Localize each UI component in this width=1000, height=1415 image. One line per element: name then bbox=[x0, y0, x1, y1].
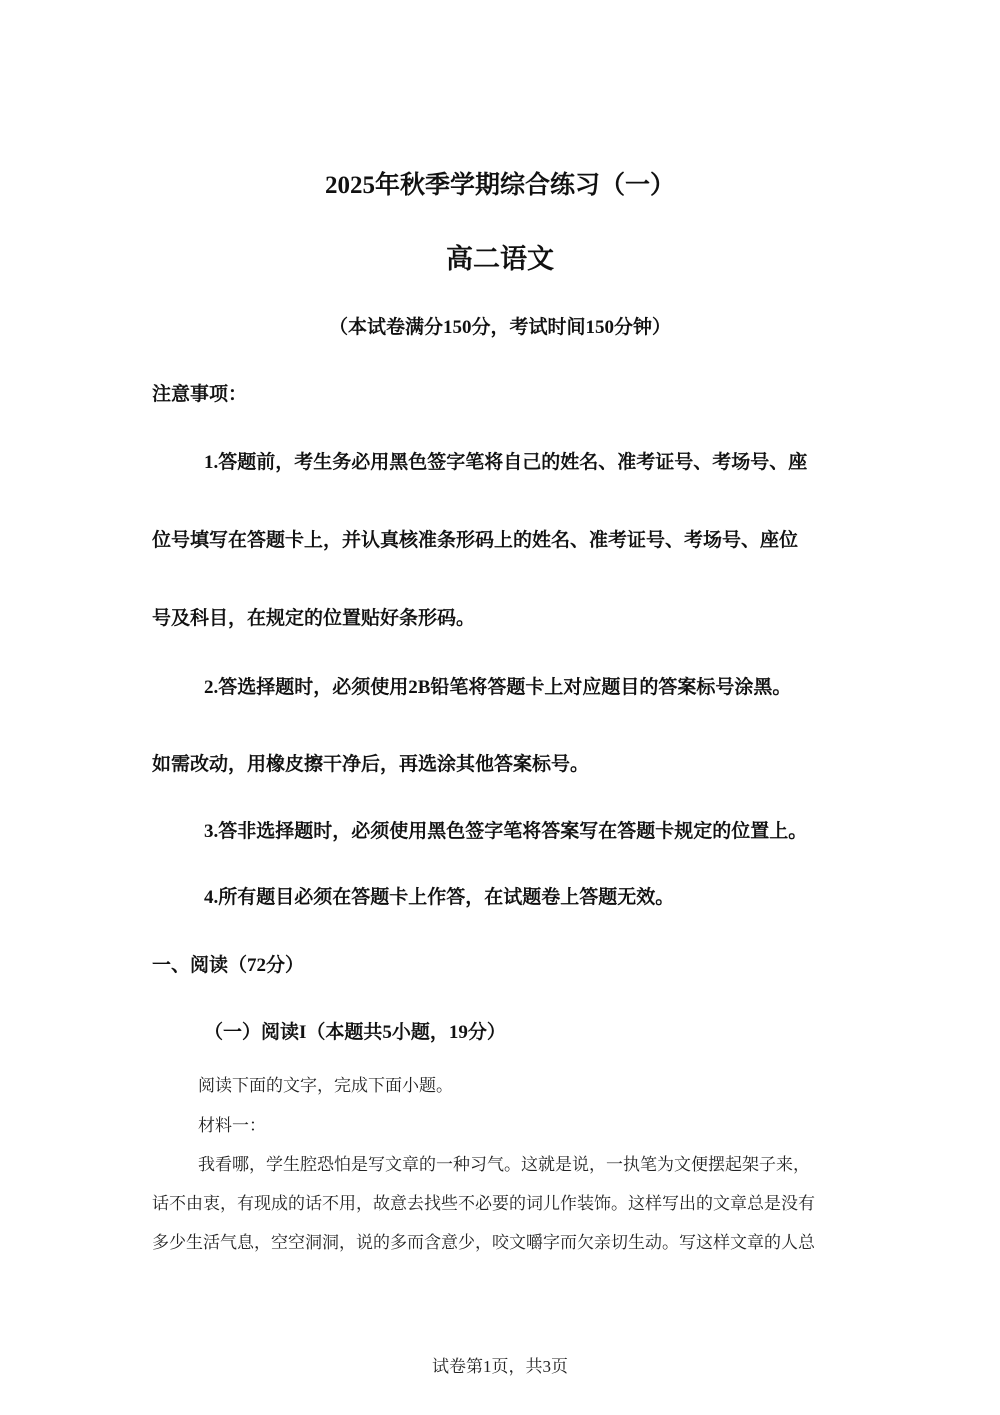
notice-item-3: 3.答非选择题时，必须使用黑色签字笔将答案写在答题卡规定的位置上。 bbox=[204, 821, 808, 842]
subsection-heading: （一）阅读I（本题共5小题，19分） bbox=[204, 1022, 506, 1043]
material-paragraph-line-1: 我看哪，学生腔恐怕是写文章的一种习气。这就是说，一执笔为文便摆起架子来， bbox=[198, 1155, 810, 1175]
material-label: 材料一： bbox=[198, 1116, 266, 1136]
notice-item-4: 4.所有题目必须在答题卡上作答，在试题卷上答题无效。 bbox=[204, 887, 675, 908]
notice-item-2-line-2: 如需改动，用橡皮擦干净后，再选涂其他答案标号。 bbox=[152, 754, 590, 775]
subject-title: 高二语文 bbox=[446, 244, 554, 274]
notice-heading: 注意事项： bbox=[152, 384, 248, 405]
notice-item-1-line-2: 位号填写在答题卡上，并认真核准条形码上的姓名、准考证号、考场号、座位 bbox=[152, 530, 799, 551]
reading-instruction: 阅读下面的文字，完成下面小题。 bbox=[198, 1076, 453, 1096]
page-footer: 试卷第1页，共3页 bbox=[432, 1357, 568, 1376]
exam-title: 2025年秋季学期综合练习（一） bbox=[324, 172, 675, 199]
notice-item-2-line-1: 2.答选择题时，必须使用2B铅笔将答题卡上对应题目的答案标号涂黑。 bbox=[204, 677, 792, 698]
notice-item-1-line-1: 1.答题前，考生务必用黑色签字笔将自己的姓名、准考证号、考场号、座 bbox=[204, 452, 808, 473]
section-heading: 一、阅读（72分） bbox=[152, 955, 305, 976]
material-paragraph-line-2: 话不由衷，有现成的话不用，故意去找些不必要的词儿作装饰。这样写出的文章总是没有 bbox=[152, 1194, 815, 1214]
notice-item-1-line-3: 号及科目，在规定的位置贴好条形码。 bbox=[152, 608, 476, 629]
material-paragraph-line-3: 多少生活气息，空空洞洞，说的多而含意少，咬文嚼字而欠亲切生动。写这样文章的人总 bbox=[152, 1233, 815, 1253]
score-note: （本试卷满分150分，考试时间150分钟） bbox=[328, 317, 671, 338]
